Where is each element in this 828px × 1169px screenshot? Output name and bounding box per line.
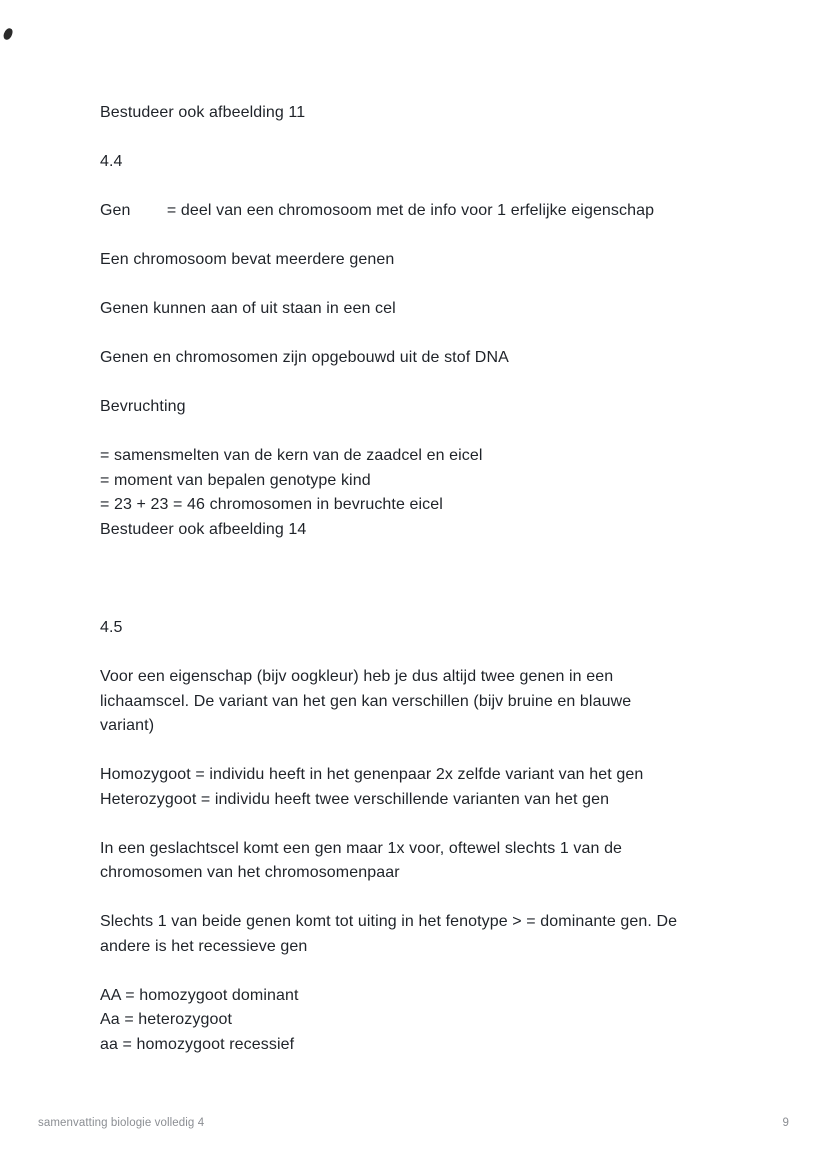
text-line: Aa = heterozygoot	[100, 1011, 233, 1028]
text-line: andere is het recessieve gen	[100, 937, 308, 955]
text-line: Bevruchting	[100, 398, 186, 415]
ink-speck-artifact	[2, 27, 13, 41]
paragraph	[100, 248, 740, 273]
paragraph	[100, 910, 740, 959]
page-footer	[38, 1117, 789, 1129]
section-heading-4-5	[100, 616, 740, 641]
text-line: Bestudeer ook afbeelding 11	[100, 104, 306, 121]
text-line: Genen kunnen aan of uit staan in een cel	[100, 300, 396, 317]
paragraph	[100, 984, 740, 1058]
paragraph	[100, 101, 740, 126]
document-body	[100, 101, 740, 1082]
paragraph	[100, 763, 740, 812]
text-line: chromosomen van het chromosomenpaar	[100, 864, 400, 881]
text-line: Een chromosoom bevat meerdere genen	[100, 251, 395, 268]
text-line: Homozygoot = individu heeft in het genenpaar 2x zelfde variant van het gen	[100, 766, 644, 783]
text-line: = moment van bepalen genotype kind	[100, 471, 371, 489]
text-line: Gen = deel van een chromosoom met de info voor 1 erfelijke eigenschap	[100, 202, 655, 219]
text-line: AA = homozygoot dominant	[100, 986, 299, 1004]
text-line: Slechts 1 van beide genen komt tot uiting in het fenotype > = dominante gen. De	[100, 913, 678, 930]
paragraph	[100, 444, 740, 542]
text-line: = 23 + 23 = 46 chromosomen in bevruchte eicel	[100, 496, 443, 513]
text-line: variant)	[100, 717, 155, 734]
text-line: Voor een eigenschap (bijv oogkleur) heb je dus altijd twee genen in een	[100, 668, 614, 685]
paragraph	[100, 395, 740, 420]
text-line: = samensmelten van de kern van de zaadcel en eicel	[100, 447, 483, 464]
paragraph	[100, 297, 740, 322]
paragraph	[100, 665, 740, 739]
text-line: Genen en chromosomen zijn opgebouwd uit de stof DNA	[100, 349, 509, 366]
section-heading-4-4	[100, 150, 740, 175]
text-line: Heterozygoot = individu heeft twee verschillende varianten van het gen	[100, 790, 610, 808]
paragraph	[100, 346, 740, 371]
text-line: 4.4	[100, 153, 123, 170]
footer-document-title: samenvatting biologie volledig 4	[38, 1117, 205, 1129]
text-line: aa = homozygoot recessief	[100, 1035, 295, 1053]
text-line: In een geslachtscel komt een gen maar 1x voor, oftewel slechts 1 van de	[100, 839, 623, 857]
text-line: lichaamscel. De variant van het gen kan verschillen (bijv bruine en blauwe	[100, 692, 632, 710]
footer-page-number: 9	[782, 1117, 789, 1129]
paragraph	[100, 199, 740, 224]
paragraph	[100, 837, 740, 886]
text-line: Bestudeer ook afbeelding 14	[100, 520, 307, 538]
text-line: 4.5	[100, 619, 123, 636]
